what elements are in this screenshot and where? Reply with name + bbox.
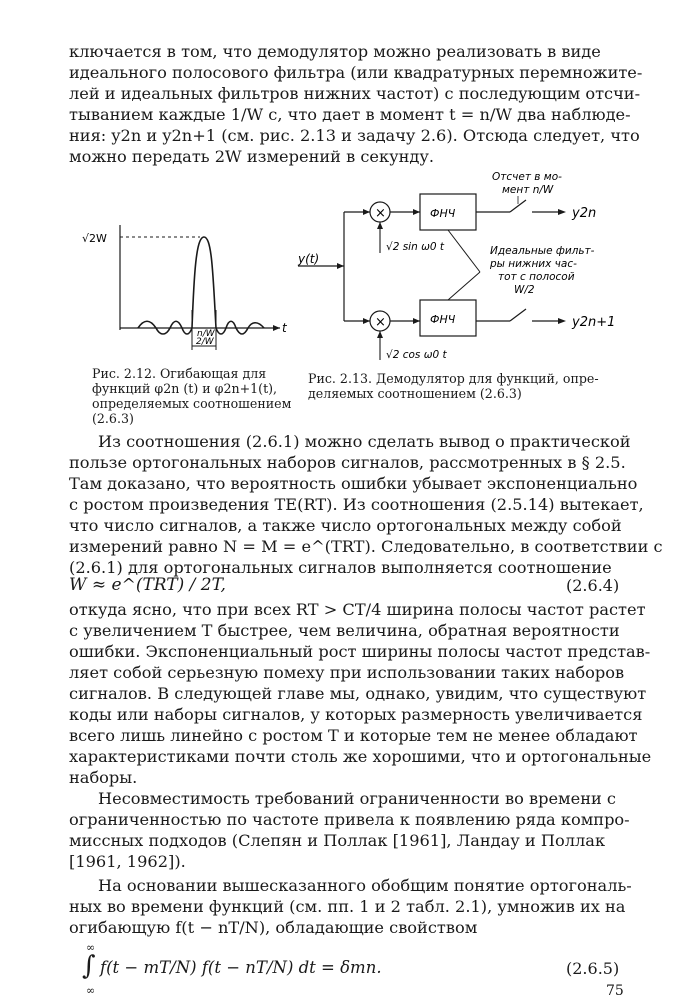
para-mid-line-5: что число сигналов, а также число ортогональных между собой [69,516,622,535]
fig2-sin-arrow [377,222,383,229]
para-after-eq1-line-5: сигналов. В следующей главе мы, однако, увидим, что существуют [69,684,647,703]
fig2-caption-line-2: деляемых соотношением (2.6.3) [308,386,522,401]
fig2-filter-bottom-label: ФНЧ [430,313,456,326]
para-top-line-1: ключается в том, что демодулятор можно реализовать в виде [69,42,601,61]
para-mid-line-7: (2.6.1) для ортогональных сигналов выполняется соотношение [69,558,612,577]
fig2-multiplier-top-symbol: × [375,206,386,221]
page-number: 75 [606,983,624,999]
fig2-note-filters-3: тот с полосой [498,271,575,283]
fig2-to-filter-top-arrow [413,209,420,215]
para-incompat-line-4: [1961, 1962]). [69,852,186,871]
fig1-y-label: √2W [82,232,107,245]
para-after-eq1-line-9: наборы. [69,768,138,787]
para-top-line-4: тыванием каждые 1/W с, что дает в момент t = n/W два наблюде- [69,105,631,124]
fig2-bottom-branch-arrow [363,318,370,324]
figure-2-12 [80,215,295,360]
para-after-eq1-line-2: с увеличением T быстрее, чем величина, обратная вероятности [69,621,620,640]
fig1-tick-label-1: n/W [197,329,215,339]
para-mid-line-1: Из соотношения (2.6.1) можно сделать вывод о практической [98,432,631,451]
fig1-caption-line-4: (2.6.3) [92,411,134,426]
equation-2-6-4: W ≈ e^(TRT) / 2T, [69,575,226,595]
figure-2-13 [296,168,676,368]
fig2-out-top-label: y2n [572,206,597,221]
fig2-caption-line-1: Рис. 2.13. Демодулятор для функций, опре- [308,371,599,386]
equation-2-6-4-number: (2.6.4) [566,576,620,595]
equation-2-6-5-upper-limit: ∞ [86,941,96,954]
para-top-line-3: лей и идеальных фильтров нижних частот) с последующим отсчи- [69,84,641,103]
para-after-eq1-line-1: откуда ясно, что при всех RT > CT/4 ширина полосы частот растет [69,600,646,619]
para-last-line-1: На основании вышесказанного обобщим понятие ортогональ- [98,876,632,895]
para-mid-line-3: Там доказано, что вероятность ошибки убывает экспоненциально [69,474,638,493]
para-after-eq1-line-7: всего лишь линейно с ростом T и которые тем не менее обладают [69,726,638,745]
para-mid-line-2: пользе ортогональных наборов сигналов, рассмотренных в § 2.5. [69,453,626,472]
fig2-cos-label: √2 cos ω0 t [386,349,447,361]
fig1-caption-line-1: Рис. 2.12. Огибающая для [92,366,267,381]
fig2-note-filters-2: ры нижних час- [490,258,577,270]
fig1-t-label: t [282,321,287,335]
fig2-note-pointer-top [448,230,480,272]
fig2-to-filter-bottom-arrow [413,318,420,324]
para-top-line-2: идеального полосового фильтра (или квадратурных перемножите- [69,63,643,82]
fig2-multiplier-bottom-symbol: × [375,315,386,330]
fig2-switch-bottom [510,309,526,321]
para-last-line-3: огибающую f(t − nT/N), обладающие свойством [69,918,478,937]
fig2-note-sample-2: мент n/W [502,184,554,196]
fig1-tick-label-2: 2/W [196,337,214,347]
equation-2-6-5-number: (2.6.5) [566,959,620,978]
fig2-note-sample-1: Отсчет в мо- [492,171,562,183]
fig2-top-branch-arrow [363,209,370,215]
fig2-filter-top-label: ФНЧ [430,207,456,220]
fig2-input-label: y(t) [298,252,320,266]
para-incompat-line-2: ограниченностью по частоте привела к появлению ряда компро- [69,810,630,829]
fig1-t-arrow [273,325,280,331]
fig2-note-filters-1: Идеальные фильт- [490,245,595,257]
integral-sign: ∫ [82,951,96,981]
fig2-out-top-arrow [558,209,566,215]
fig2-cos-arrow [377,331,383,338]
equation-2-6-5: f(t − mT/N) f(t − nT/N) dt = δmn. [100,958,382,977]
para-incompat-line-1: Несовместимость требований ограниченности во времени с [98,789,616,808]
para-after-eq1-line-8: характеристиками почти столь же хорошими, что и ортогональные [69,747,652,766]
para-last-line-2: ных во времени функций (см. пп. 1 и 2 табл. 2.1), умножив их на [69,897,626,916]
para-after-eq1-line-6: коды или наборы сигналов, у которых размерность увеличивается [69,705,643,724]
para-mid-line-4: с ростом произведения TE(RT). Из соотношения (2.5.14) вытекает, [69,495,644,514]
para-top-line-6: можно передать 2W измерений в секунду. [69,147,435,166]
fig2-input-arrow [337,263,344,269]
para-after-eq1-line-4: ляет собой серьезную помеху при использовании таких наборов [69,663,625,682]
fig2-out-bottom-arrow [558,318,566,324]
para-mid-line-6: измерений равно N = M = e^(TRT). Следовательно, в соответствии с [69,537,663,556]
para-after-eq1-line-3: ошибки. Экспоненциальный рост ширины полосы частот представ- [69,642,651,661]
equation-2-6-5-lower-limit: ∞ [86,984,96,997]
fig2-note-filters-4: W/2 [514,284,535,296]
fig2-out-bottom-label: y2n+1 [572,315,616,330]
para-incompat-line-3: миссных подходов (Слепян и Поллак [1961], Ландау и Поллак [69,831,606,850]
fig1-envelope-curve [138,237,264,334]
fig1-caption-line-3: определяемых соотношением [92,396,292,411]
fig2-note-pointer-bottom [448,272,480,300]
fig2-sin-label: √2 sin ω0 t [386,241,445,253]
para-top-line-5: ния: y2n и y2n+1 (см. рис. 2.13 и задачу 2.6). Отсюда следует, что [69,126,640,145]
fig1-caption-line-2: функций φ2n (t) и φ2n+1(t), [92,381,278,396]
